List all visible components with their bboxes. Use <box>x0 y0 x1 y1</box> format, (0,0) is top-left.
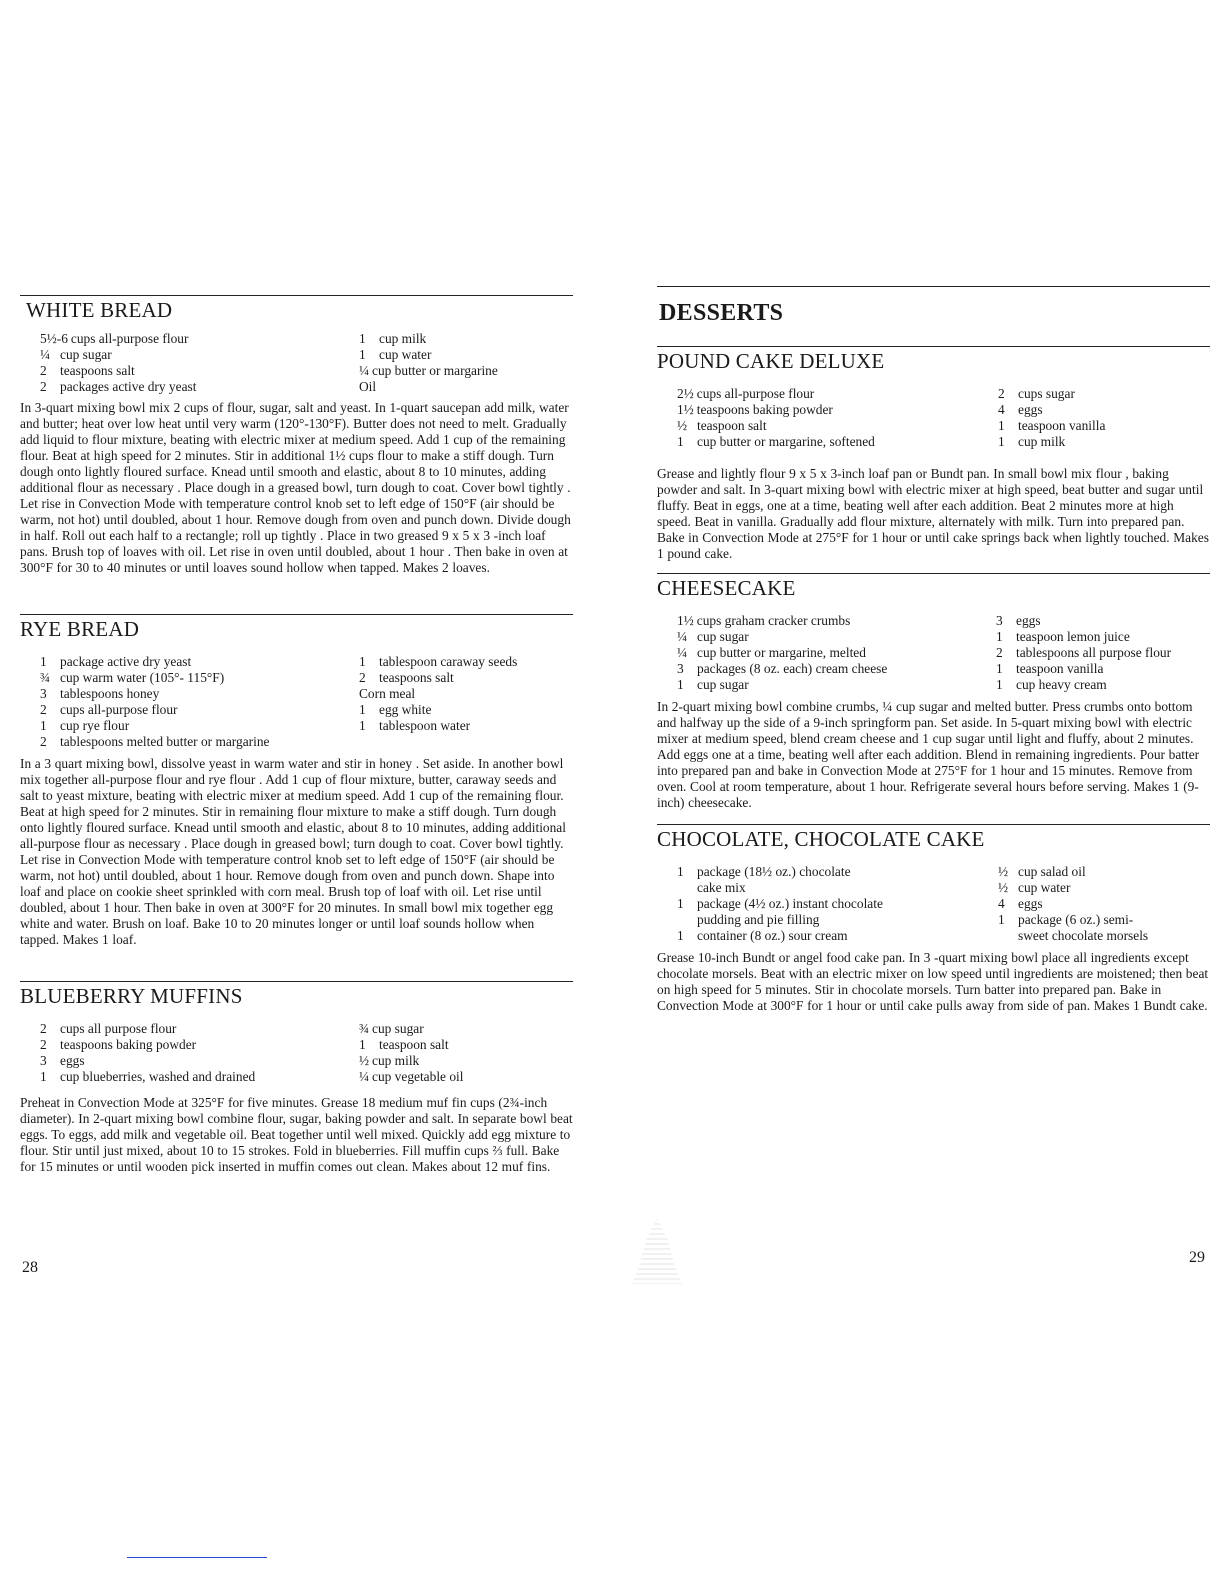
ingredient: 1 package (6 oz.) semi- <box>998 912 1134 927</box>
ingredient-list <box>20 331 573 395</box>
ingredient-column-left <box>657 386 979 450</box>
ingredient: 2 packages active dry yeast <box>40 379 197 394</box>
chapter-rule <box>657 286 1210 287</box>
ingredient: 1 cup rye flour <box>40 718 130 733</box>
recipe-title: POUND CAKE DELUXE <box>657 349 885 373</box>
ingredient: ¼ cup sugar <box>40 347 112 362</box>
ingredient: 2 teaspoons baking powder <box>40 1037 197 1052</box>
ingredient-column-right <box>340 331 573 395</box>
bottom-blue-rule <box>127 1557 267 1558</box>
ingredient: 1 cup milk <box>359 331 427 346</box>
ingredient: ½ teaspoon salt <box>677 418 767 433</box>
ingredient: 1 tablespoon water <box>359 718 471 733</box>
ingredient: sweet chocolate morsels <box>1018 928 1149 943</box>
recipe-directions: In 3-quart mixing bowl mix 2 cups of flour, sugar, salt and yeast. In 1-quart saucepan add milk, water and butter; heat over low heat until very warm (120°-130°F). Butter does not need to melt. Gradually add liquid to flour mixture, beating with electric mixer at medium speed. Add 1 cup of the remaining flour. Beat at high speed for 2 minutes. Stir in additional 1½ cups flour to make a stiff dough. Turn dough onto lightly floured surface. Knead until smooth and elastic, about 8 to 10 minutes, adding additional flour as necessary . Place dough in a greased bowl, turn dough to coat. Cover bowl tightly . Let rise in Convection Mode with temperature control knob set to left edge of 150°F (air should be warm, not hot) until doubled, about 1 hour. Remove dough from oven and punch down. Divide dough in half. Roll out each half to a rectangle; roll up tightly . Place in two greased 9 x 5 x 3 -inch loaf pans. Brush top of loaves with oil. Let rise in oven until doubled, about 1 hour . Then bake in oven at 300°F for 30 to 40 minutes or until loaves sound hollow when tapped. Makes 2 loaves. <box>20 400 571 575</box>
ingredient: 2 cups all-purpose flour <box>40 702 178 717</box>
recipe-pound-cake-deluxe <box>657 346 1210 562</box>
faint-show-through-mark <box>632 1218 682 1284</box>
ingredient: ¼ cup butter or margarine, melted <box>677 645 866 660</box>
ingredient: 1 cup butter or margarine, softened <box>677 434 875 449</box>
section-rule <box>657 573 1210 574</box>
ingredient: 2 tablespoons melted butter or margarine <box>40 734 270 749</box>
ingredient-column-right <box>979 864 1210 944</box>
ingredient: 1 package active dry yeast <box>40 654 192 669</box>
ingredient: pudding and pie filling <box>697 912 820 927</box>
recipe-chocolate-cake <box>657 824 1210 1014</box>
ingredient-list <box>657 613 1210 693</box>
section-rule <box>20 614 573 615</box>
ingredient: 1 teaspoon vanilla <box>998 418 1106 433</box>
ingredient: 1 teaspoon salt <box>359 1037 449 1052</box>
ingredient: ¼ cup sugar <box>677 629 749 644</box>
ingredient-column-left <box>20 1021 340 1085</box>
recipe-white-bread <box>20 295 573 576</box>
ingredient: ½ cup milk <box>359 1053 420 1068</box>
recipe-title: RYE BREAD <box>20 617 140 641</box>
recipe-directions: In a 3 quart mixing bowl, dissolve yeast in warm water and stir in honey . Set aside. In another bowl mix together all-purpose flour and rye flour . Add 1 cup of flour mixture, butter, caraway seeds and salt to yeast mixture, beating with electric mixer at medium speed. Add 1 cup of the remaining flour. Beat at high speed for 2 minutes. Stir in remaining flour mixture to make a stiff dough. Turn dough onto lightly floured surface. Knead until smooth and elastic, about 8 to 10 minutes, adding additional all-purpose flour as necessary . Place dough in greased bowl; turn dough to coat. Cover bowl tightly. Let rise in Convection Mode with temperature control knob set to left edge of 150°F (air should be warm, not hot) until doubled, about 1 hour. Remove dough from oven and punch down. Shape into loaf and place on cookie sheet sprinkled with corn meal. Brush top of loaf with oil. Let rise until doubled, about 1 hour. Then bake in oven at 300°F for 20 minutes. In small bowl mix together egg white and water. Brush on loaf. Bake 10 to 20 minutes longer or until loaf sounds hollow when tapped. Makes 1 loaf. <box>20 756 566 947</box>
ingredient: 3 eggs <box>996 613 1041 628</box>
ingredient: 4 eggs <box>998 896 1043 911</box>
section-rule <box>657 346 1210 347</box>
ingredient: 2 teaspoons salt <box>359 670 454 685</box>
ingredient-list <box>657 864 1210 944</box>
page-number: 29 <box>1189 1249 1205 1266</box>
ingredient: 1 cup heavy cream <box>996 677 1107 692</box>
ingredient-column-right <box>340 1021 573 1085</box>
ingredient: Oil <box>359 379 377 394</box>
ingredient-column-right <box>979 386 1210 450</box>
ingredient: 4 eggs <box>998 402 1043 417</box>
ingredient: 1 cup blueberries, washed and drained <box>40 1069 256 1084</box>
recipe-title: CHOCOLATE, CHOCOLATE CAKE <box>657 827 985 851</box>
section-rule <box>20 295 573 296</box>
recipe-directions: Grease and lightly flour 9 x 5 x 3-inch loaf pan or Bundt pan. In small bowl mix flour , baking powder and salt. In 3-quart mixing bowl with electric mixer at high speed, beat butter and sugar until fluffy. Beat in eggs, one at a time, beating well after each addition. Beat 2 minutes more at high speed. Beat in vanilla. Gradually add flour mixture, alternately with milk. Turn into prepared pan. Bake in Convection Mode at 275°F for 1 hour or until cake springs back when lightly touched. Makes 1 pound cake. <box>657 466 1209 561</box>
chapter-title: DESSERTS <box>659 300 784 326</box>
ingredient: cake mix <box>697 880 746 895</box>
ingredient: 1 package (18½ oz.) chocolate <box>677 864 851 879</box>
ingredient: 1 tablespoon caraway seeds <box>359 654 518 669</box>
ingredient: 1 cup water <box>359 347 432 362</box>
ingredient: 1 package (4½ oz.) instant chocolate <box>677 896 883 911</box>
recipe-directions: Grease 10-inch Bundt or angel food cake pan. In 3 -quart mixing bowl place all ingredients except chocolate morsels. Beat with an electric mixer on low speed until ingredients are moistened; then beat on high speed for 5 minutes. Stir in chocolate morsels. Turn batter into prepared pan. Bake in Convection Mode at 300°F for 1 hour or until cake pulls away from side of pan. Makes 1 Bundt cake. <box>657 950 1209 1013</box>
chapter-header <box>657 286 1210 327</box>
recipe-blueberry-muffins <box>20 981 573 1175</box>
ingredient-list <box>657 386 1210 450</box>
ingredient: 2 teaspoons salt <box>40 363 135 378</box>
ingredient: ¾ cup warm water (105°- 115°F) <box>40 670 225 685</box>
ingredient: 5½-6 cups all-purpose flour <box>40 331 189 346</box>
ingredient: ½ cup water <box>998 880 1071 895</box>
recipe-title: CHEESECAKE <box>657 576 796 600</box>
ingredient-column-left <box>20 331 340 395</box>
ingredient: 2 cups sugar <box>998 386 1075 401</box>
ingredient: 1 container (8 oz.) sour cream <box>677 928 848 943</box>
ingredient-column-left <box>657 613 977 693</box>
ingredient-column-right <box>340 654 573 750</box>
ingredient-column-left <box>657 864 979 944</box>
ingredient: 1 teaspoon vanilla <box>996 661 1104 676</box>
ingredient-list <box>20 654 573 750</box>
ingredient: Corn meal <box>359 686 416 701</box>
ingredient: 1 egg white <box>359 702 432 717</box>
ingredient: 1½ cups graham cracker crumbs <box>677 613 851 628</box>
ingredient: 2 cups all purpose flour <box>40 1021 177 1036</box>
recipe-directions: Preheat in Convection Mode at 325°F for five minutes. Grease 18 medium muf fin cups (2¾-inch diameter). In 2-quart mixing bowl combine flour, sugar, baking powder and salt. In separate bowl beat eggs. To eggs, add milk and vegetable oil. Beat together until well mixed. Quickly add egg mixture to flour. Stir until just mixed, about 10 to 15 strokes. Fold in blueberries. Fill muffin cups ⅔ full. Bake for 15 minutes or until wooden pick inserted in muffin comes out clean. Makes about 12 muf fins. <box>20 1095 573 1174</box>
recipe-directions: In 2-quart mixing bowl combine crumbs, ¼ cup sugar and melted butter. Press crumbs onto bottom and halfway up the side of a 9-inch springform pan. Set aside. In 5-quart mixing bowl with electric mixer at medium speed, blend cream cheese and 1 cup sugar until light and fluffy, about 2 minutes. Add eggs one at a time, beating well after each addition. Blend in remaining ingredients. Pour batter into prepared pan and bake in Convection Mode at 275°F for 1 hour and 15 minutes. Remove from oven. Cool at room temperature, about 1 hour. Refrigerate several hours before serving. Makes 1 (9-inch) cheesecake. <box>657 699 1200 810</box>
ingredient: 1 cup milk <box>998 434 1066 449</box>
ingredient-column-right <box>977 613 1210 693</box>
section-rule <box>20 981 573 982</box>
recipe-title: WHITE BREAD <box>26 298 173 322</box>
section-rule <box>657 824 1210 825</box>
ingredient: 3 packages (8 oz. each) cream cheese <box>677 661 888 676</box>
ingredient-column-left <box>20 654 340 750</box>
recipe-cheesecake <box>657 573 1210 811</box>
ingredient: ¾ cup sugar <box>359 1021 424 1036</box>
ingredient: 2 tablespoons all purpose flour <box>996 645 1172 660</box>
recipe-title: BLUEBERRY MUFFINS <box>20 984 243 1008</box>
ingredient: 2½ cups all-purpose flour <box>677 386 815 401</box>
ingredient: ¼ cup butter or margarine <box>359 363 498 378</box>
ingredient: ¼ cup vegetable oil <box>359 1069 464 1084</box>
ingredient: 3 eggs <box>40 1053 85 1068</box>
ingredient: 1 cup sugar <box>677 677 749 692</box>
page-number: 28 <box>22 1259 38 1276</box>
recipe-rye-bread <box>20 614 573 948</box>
ingredient: ½ cup salad oil <box>998 864 1086 879</box>
ingredient: 1½ teaspoons baking powder <box>677 402 833 417</box>
ingredient: 3 tablespoons honey <box>40 686 160 701</box>
ingredient: 1 teaspoon lemon juice <box>996 629 1130 644</box>
ingredient-list <box>20 1021 573 1085</box>
